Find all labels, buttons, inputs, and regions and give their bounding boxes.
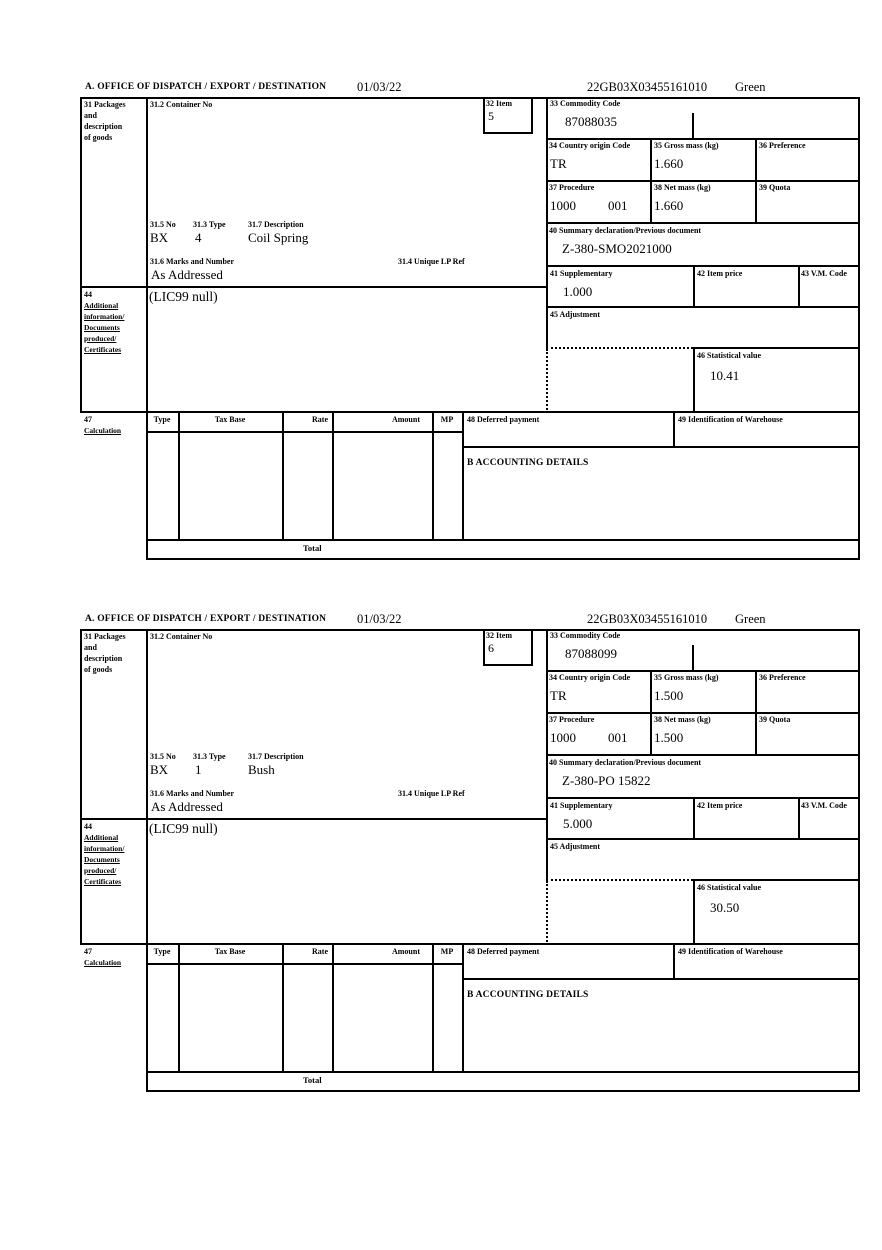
box45-adjustment-label: 45 Adjustment <box>550 842 601 851</box>
grid-line <box>673 943 675 980</box>
accounting-details-label: B ACCOUNTING DETAILS <box>467 990 589 1000</box>
grid-line <box>755 138 757 224</box>
grid-line <box>650 138 652 224</box>
tax-col-type-header: Type <box>153 947 171 956</box>
grid-line <box>546 180 860 182</box>
grid-line <box>546 222 860 224</box>
box46-statistical-value-label: 46 Statistical value <box>697 883 761 892</box>
box49-warehouse-label: 49 Identification of Warehouse <box>678 415 783 424</box>
box35-gross-mass-label: 35 Gross mass (kg) <box>654 141 719 150</box>
box31-5-no-label: 31.5 No <box>150 220 176 229</box>
box40-previous-document-value: Z-380-PO 15822 <box>562 773 651 788</box>
box31-5-no-label: 31.5 No <box>150 752 176 761</box>
grid-line <box>146 1071 860 1073</box>
dotted-grid-line <box>546 879 693 881</box>
box38-net-mass-value: 1.660 <box>654 198 684 213</box>
box31-2-container-no-label: 31.2 Container No <box>150 100 213 109</box>
declaration-reference-value: 22GB03X03455161010 <box>587 612 708 626</box>
box37-procedure-value: 1000 <box>550 730 576 745</box>
box33-commodity-code-label: 33 Commodity Code <box>550 631 621 640</box>
box31-3-type-label: 31.3 Type <box>193 752 226 761</box>
box44-additional-label: Additional <box>84 301 119 310</box>
box31-packages-label: and <box>84 643 97 652</box>
box31-6-marks-label: 31.6 Marks and Number <box>150 789 235 798</box>
box33-commodity-code-value: 87088099 <box>565 646 617 661</box>
dispatch-date-value: 01/03/22 <box>357 80 402 94</box>
box31-packages-label: 31 Packages <box>84 632 126 641</box>
grid-line <box>146 558 860 560</box>
dispatch-date-value: 01/03/22 <box>357 612 402 626</box>
package-kind-value: BX <box>150 230 169 245</box>
box31-packages-label: of goods <box>84 665 113 674</box>
commodity-code-separator-tick <box>692 113 694 140</box>
grid-line <box>546 838 860 840</box>
grid-line <box>546 670 860 672</box>
box34-country-origin-value: TR <box>550 688 567 703</box>
package-count-value: 1 <box>195 762 202 777</box>
grid-line <box>546 306 860 308</box>
grid-line <box>531 629 533 666</box>
grid-line <box>80 286 548 288</box>
box44-additional-label: information/ <box>84 312 125 321</box>
box35-gross-mass-value: 1.500 <box>654 688 684 703</box>
box44-additional-label: information/ <box>84 844 125 853</box>
box44-additional-label: produced/ <box>84 334 117 343</box>
box44-additional-info-value: (LIC99 null) <box>149 289 218 304</box>
grid-line <box>483 132 533 134</box>
box44-additional-label: Additional <box>84 833 119 842</box>
tax-col-amount-header: Amount <box>391 947 420 956</box>
routing-status-value: Green <box>735 80 766 94</box>
box49-warehouse-label: 49 Identification of Warehouse <box>678 947 783 956</box>
grid-line <box>693 879 695 945</box>
grid-line <box>80 97 860 99</box>
box44-number-label: 44 <box>84 290 92 299</box>
box42-item-price-label: 42 Item price <box>697 269 743 278</box>
grid-line <box>673 411 675 448</box>
box31-4-unique-lp-ref-label: 31.4 Unique LP Ref <box>398 257 465 266</box>
box47-calculation-label: Calculation <box>84 426 122 435</box>
grid-line <box>80 97 82 413</box>
package-count-value: 4 <box>195 230 202 245</box>
box32-item-value: 6 <box>488 641 494 655</box>
box44-additional-label: produced/ <box>84 866 117 875</box>
box31-packages-label: of goods <box>84 133 113 142</box>
tax-col-rate-header: Rate <box>312 415 328 424</box>
grid-line <box>798 797 800 840</box>
total-label: Total <box>303 1075 322 1085</box>
grid-line <box>146 963 464 965</box>
goods-description-value: Bush <box>248 762 275 777</box>
box34-country-origin-value: TR <box>550 156 567 171</box>
grid-line <box>693 347 695 413</box>
grid-line <box>546 265 860 267</box>
box34-country-origin-label: 34 Country origin Code <box>549 673 631 682</box>
grid-line <box>755 670 757 756</box>
grid-line <box>858 629 860 1092</box>
box31-2-container-no-label: 31.2 Container No <box>150 632 213 641</box>
tax-col-tax-base-header: Tax Base <box>214 415 246 424</box>
box37-procedure-value: 1000 <box>550 198 576 213</box>
box39-quota-label: 39 Quota <box>759 715 791 724</box>
declaration-reference-value: 22GB03X03455161010 <box>587 80 708 94</box>
box31-packages-label: description <box>84 122 123 131</box>
box46-statistical-value-label: 46 Statistical value <box>697 351 761 360</box>
box47-number-label: 47 <box>84 415 92 424</box>
grid-line <box>80 943 860 945</box>
grid-line <box>531 97 533 134</box>
box31-packages-label: 31 Packages <box>84 100 126 109</box>
marks-and-numbers-value: As Addressed <box>151 267 223 282</box>
grid-line <box>146 431 464 433</box>
box35-gross-mass-label: 35 Gross mass (kg) <box>654 673 719 682</box>
package-kind-value: BX <box>150 762 169 777</box>
box37-procedure-label: 37 Procedure <box>549 183 595 192</box>
dotted-grid-line <box>546 347 693 349</box>
box44-additional-info-value: (LIC99 null) <box>149 821 218 836</box>
grid-line <box>693 347 860 349</box>
box48-deferred-payment-label: 48 Deferred payment <box>467 415 540 424</box>
box41-supplementary-label: 41 Supplementary <box>550 801 613 810</box>
grid-line <box>693 797 695 840</box>
box37-procedure-label: 37 Procedure <box>549 715 595 724</box>
box32-item-value: 5 <box>488 109 494 123</box>
box37-procedure-second-value: 001 <box>608 730 628 745</box>
grid-line <box>146 539 860 541</box>
box31-3-type-label: 31.3 Type <box>193 220 226 229</box>
box31-6-marks-label: 31.6 Marks and Number <box>150 257 235 266</box>
box45-adjustment-label: 45 Adjustment <box>550 310 601 319</box>
box37-procedure-second-value: 001 <box>608 198 628 213</box>
box38-net-mass-value: 1.500 <box>654 730 684 745</box>
grid-line <box>483 629 485 666</box>
office-of-dispatch-label: A. OFFICE OF DISPATCH / EXPORT / DESTINATION <box>85 614 327 624</box>
box41-supplementary-value: 1.000 <box>563 284 593 299</box>
marks-and-numbers-value: As Addressed <box>151 799 223 814</box>
dotted-grid-line <box>546 881 548 945</box>
grid-line <box>462 978 860 980</box>
goods-description-value: Coil Spring <box>248 230 309 245</box>
grid-line <box>546 712 860 714</box>
grid-line <box>146 97 148 560</box>
grid-line <box>483 97 485 134</box>
grid-line <box>80 629 82 945</box>
grid-line <box>546 797 860 799</box>
grid-line <box>462 446 860 448</box>
box41-supplementary-label: 41 Supplementary <box>550 269 613 278</box>
box31-7-description-label: 31.7 Description <box>248 220 304 229</box>
tax-col-mp-header: MP <box>440 947 454 956</box>
commodity-code-separator-tick <box>692 645 694 672</box>
sad-continuation-item-block <box>0 80 882 562</box>
tax-col-amount-header: Amount <box>391 415 420 424</box>
box44-additional-label: Certificates <box>84 345 122 354</box>
box44-additional-label: Certificates <box>84 877 122 886</box>
box47-calculation-label: Calculation <box>84 958 122 967</box>
box44-number-label: 44 <box>84 822 92 831</box>
box38-net-mass-label: 38 Net mass (kg) <box>654 715 711 724</box>
box43-vm-code-label: 43 V.M. Code <box>801 269 847 278</box>
grid-line <box>546 138 860 140</box>
routing-status-value: Green <box>735 612 766 626</box>
tax-col-mp-header: MP <box>440 415 454 424</box>
accounting-details-label: B ACCOUNTING DETAILS <box>467 458 589 468</box>
sad-continuation-item-block <box>0 612 882 1094</box>
grid-line <box>798 265 800 308</box>
grid-line <box>483 664 533 666</box>
box48-deferred-payment-label: 48 Deferred payment <box>467 947 540 956</box>
box33-commodity-code-label: 33 Commodity Code <box>550 99 621 108</box>
grid-line <box>546 754 860 756</box>
grid-line <box>146 629 148 1092</box>
box34-country-origin-label: 34 Country origin Code <box>549 141 631 150</box>
dotted-grid-line <box>546 349 548 413</box>
box36-preference-label: 36 Preference <box>759 673 806 682</box>
box42-item-price-label: 42 Item price <box>697 801 743 810</box>
box43-vm-code-label: 43 V.M. Code <box>801 801 847 810</box>
box40-previous-document-label: 40 Summary declaration/Previous document <box>549 758 702 767</box>
grid-line <box>146 1090 860 1092</box>
tax-col-rate-header: Rate <box>312 947 328 956</box>
tax-col-tax-base-header: Tax Base <box>214 947 246 956</box>
grid-line <box>650 670 652 756</box>
box46-statistical-value: 10.41 <box>710 368 740 383</box>
box36-preference-label: 36 Preference <box>759 141 806 150</box>
box31-packages-label: description <box>84 654 123 663</box>
grid-line <box>80 411 860 413</box>
box33-commodity-code-value: 87088035 <box>565 114 617 129</box>
grid-line <box>858 97 860 560</box>
grid-line <box>693 879 860 881</box>
box44-additional-label: Documents <box>84 323 120 332</box>
box39-quota-label: 39 Quota <box>759 183 791 192</box>
box32-item-label: 32 Item <box>486 631 512 640</box>
box35-gross-mass-value: 1.660 <box>654 156 684 171</box>
box40-previous-document-value: Z-380-SMO2021000 <box>562 241 672 256</box>
box46-statistical-value: 30.50 <box>710 900 740 915</box>
box44-additional-label: Documents <box>84 855 120 864</box>
box41-supplementary-value: 5.000 <box>563 816 593 831</box>
office-of-dispatch-label: A. OFFICE OF DISPATCH / EXPORT / DESTINATION <box>85 82 327 92</box>
box31-packages-label: and <box>84 111 97 120</box>
grid-line <box>80 818 548 820</box>
tax-col-type-header: Type <box>153 415 171 424</box>
box32-item-label: 32 Item <box>486 99 512 108</box>
total-label: Total <box>303 543 322 553</box>
grid-line <box>693 265 695 308</box>
box47-number-label: 47 <box>84 947 92 956</box>
box31-7-description-label: 31.7 Description <box>248 752 304 761</box>
box38-net-mass-label: 38 Net mass (kg) <box>654 183 711 192</box>
grid-line <box>80 629 860 631</box>
box31-4-unique-lp-ref-label: 31.4 Unique LP Ref <box>398 789 465 798</box>
box40-previous-document-label: 40 Summary declaration/Previous document <box>549 226 702 235</box>
